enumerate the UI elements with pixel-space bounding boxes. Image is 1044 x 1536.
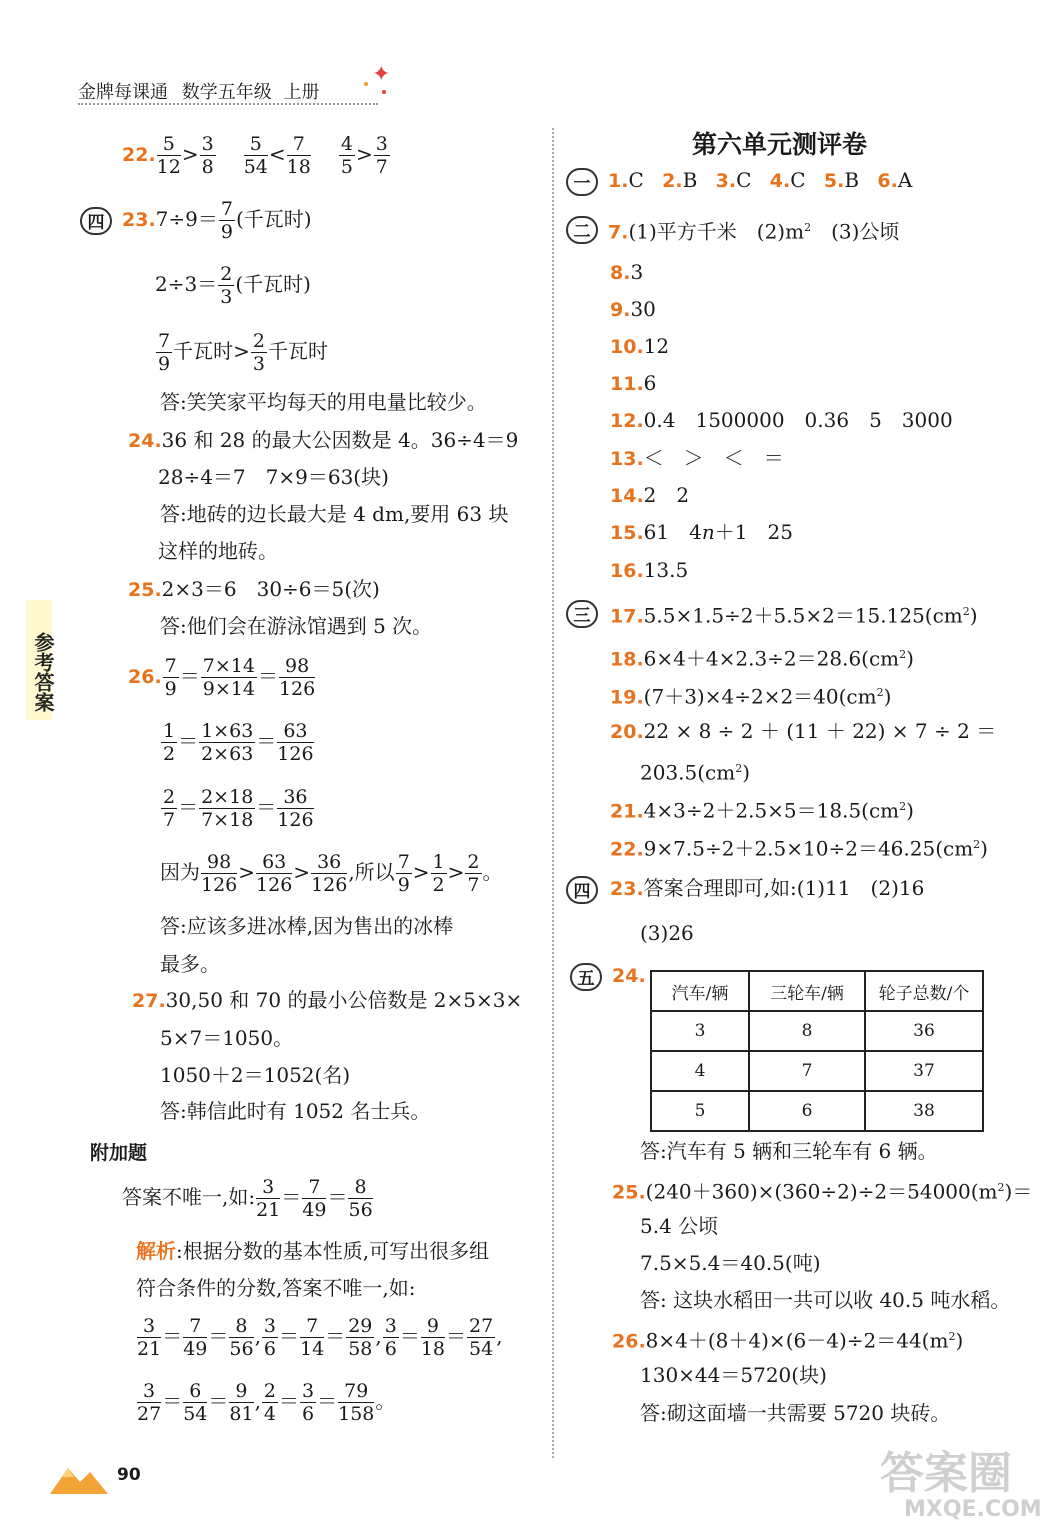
fraction: $\frac{7}{9}$ (220, 198, 233, 243)
wheel-table (650, 970, 984, 1132)
q24-number: 24. (612, 965, 646, 987)
section-1-badge: 一 (566, 168, 598, 196)
q26-answer1: 答:应该多进冰棒,因为售出的冰棒 (160, 914, 454, 938)
running-header (78, 78, 319, 104)
watermark-line2: MXQE.COM (904, 1497, 1042, 1522)
choice-answers: 1.C 2.B 3.C 4.C 5.B 6.A (608, 168, 913, 192)
section-4-badge: 四 (80, 207, 112, 235)
table-cell: 38 (865, 1091, 983, 1131)
table-cell: 4 (651, 1051, 749, 1091)
table-cell: 8 (749, 1011, 865, 1051)
q24-line3: 答:地砖的边长最大是 4 dm,要用 63 块 (160, 502, 509, 526)
q26-line2: 130×44＝5720(块) (640, 1363, 827, 1387)
q26-row3: $\frac{2}{7}$ ＝ $\frac{2\times 18}{7\times 18}$ ＝ $\frac{36}{126}$ (163, 786, 314, 831)
q22-number: 22. (122, 144, 156, 166)
q14: 14.2 2 (610, 483, 690, 507)
q24-line4: 这样的地砖。 (158, 539, 278, 563)
q25-line1: 25.2×3＝6 30÷6＝5(次) (128, 577, 380, 601)
table-cell: 6 (749, 1091, 865, 1131)
q26-answer2: 最多。 (160, 952, 220, 976)
q18: $18.6\times 4+4\times 2.3\div 2=28.6(cm^2)$ (610, 646, 914, 671)
extra-examples-2: $\frac{3}{27}$ ＝ $\frac{6}{54}$ ＝ $\frac{9}{81}$ , $\frac{2}{4}$ ＝ $\frac{3}{6}$ ＝ $\frac{79}{158}$ 。 (137, 1380, 396, 1425)
fraction: $\frac{5}{54}$ (243, 133, 268, 178)
q23-answer: 答:笑笑家平均每天的用电量比较少。 (160, 390, 487, 414)
q26-compare: 因为 $\frac{98}{126}$ > $\frac{63}{126}$ > $\frac{36}{126}$ ,所以 $\frac{7}{9}$ > $\frac{1}{2}$ > $\frac{2}{7}$ 。 (160, 851, 503, 896)
q24-line1: 24.36 和 28 的最大公因数是 4。36÷4＝9 (128, 428, 519, 452)
watermark-line1: 答案圈 (880, 1448, 1012, 1499)
extra-answer: 答案不唯一,如: $\frac{3}{21}$ ＝ $\frac{7}{49}$ ＝ $\frac{8}{56}$ (122, 1176, 373, 1221)
q7-line: 7.(1)平方千米 $(2)m^2$ (3)公顷 (608, 219, 900, 244)
table-header: 三轮车/辆 (749, 971, 865, 1011)
header-rule (78, 103, 378, 105)
q9: 9.30 (610, 297, 656, 321)
q24-line2: 28÷4＝7 7×9＝63(块) (158, 465, 389, 489)
table-header-row (651, 971, 983, 1011)
fraction: $\frac{3}{7}$ (375, 133, 388, 178)
q25-line2: 5.4 公顷 (640, 1214, 719, 1238)
q26-row2: $\frac{1}{2}$ ＝ $\frac{1\times 63}{2\times 63}$ ＝ $\frac{63}{126}$ (163, 720, 314, 765)
book-name: 金牌每课通 (78, 82, 168, 103)
section-2-badge: 二 (566, 216, 598, 244)
extra-examples-1: $\frac{3}{21}$ ＝ $\frac{7}{49}$ ＝ $\frac{8}{56}$ , $\frac{3}{6}$ ＝ $\frac{7}{14}$ ＝ $\frac{29}{58}$ , $\frac{3}{6}$ ＝ $\frac{9}{18}$ ＝ $\frac{27}{54}$ , (137, 1315, 503, 1360)
table-cell: 37 (865, 1051, 983, 1091)
table-cell: 3 (651, 1011, 749, 1051)
fraction: $\frac{2}{3}$ (252, 330, 265, 375)
q21: $21.4\times 3\div 2+2.5\times 5=18.5(cm^2)$ (610, 798, 914, 823)
q25-line1: $25.(240+360)\times(360\div 2)\div 2=54000(m^2)=$ (612, 1179, 1033, 1204)
decor-dot (382, 90, 386, 94)
q11: 11.6 (610, 371, 657, 395)
decor-dot (364, 82, 368, 86)
extra-title: 附加题 (90, 1142, 148, 1164)
q23-line2: 2÷3＝ $\frac{2}{3}$ (千瓦时) (155, 263, 311, 308)
fraction: $\frac{2}{3}$ (220, 263, 233, 308)
q19: $19.(7+3)\times 4\div 2\times 2=40(cm^2)$ (610, 684, 892, 709)
table-cell: 5 (651, 1091, 749, 1131)
extra-analysis: 解析:根据分数的基本性质,可写出很多组 (136, 1239, 490, 1263)
unit-test-title: 第六单元测评卷 (692, 130, 868, 159)
section-4-badge-right: 四 (566, 876, 598, 904)
q13: 13.＜ ＞ ＜ ＝ (610, 446, 784, 470)
q23-line3: $\frac{7}{9}$ 千瓦时> $\frac{2}{3}$ 千瓦时 (158, 330, 328, 375)
column-divider (552, 128, 554, 1458)
section-3-badge: 三 (566, 600, 598, 628)
fraction: $\frac{7}{18}$ (286, 133, 311, 178)
q26-row1: 26. $\frac{7}{9}$ ＝ $\frac{7\times 14}{9\times 14}$ ＝ $\frac{98}{126}$ (128, 655, 316, 700)
table-row (651, 1051, 983, 1091)
q20-line2: $203.5(cm^2)$ (640, 760, 751, 785)
q12: 12.0.4 1500000 0.36 5 3000 (610, 408, 953, 432)
q16: 16.13.5 (610, 558, 689, 582)
q20-line1: 20.22 × 8 ÷ 2 ＋ (11 ＋ 22) × 7 ÷ 2 ＝ (610, 719, 997, 743)
table-row (651, 1011, 983, 1051)
fraction: $\frac{3}{8}$ (201, 133, 214, 178)
sparkle-icon: ✦ (372, 62, 391, 87)
q27-line1: 27.30,50 和 70 的最小公倍数是 2×5×3× (132, 988, 523, 1012)
q25-answer: 答:他们会在游泳馆遇到 5 次。 (160, 614, 433, 638)
q15: 15.61 4n＋1 25 (610, 520, 793, 544)
table-header: 汽车/辆 (651, 971, 749, 1011)
q17: $17.5.5\times 1.5\div 2+5.5\times 2=15.125(cm^2)$ (610, 603, 978, 628)
extra-analysis-l2: 符合条件的分数,答案不唯一,如: (136, 1276, 416, 1300)
q23-right-line2: (3)26 (640, 921, 694, 945)
q26-answer: 答:砌这面墙一共需要 5720 块砖。 (640, 1401, 951, 1425)
q22-right: $22.9\times 7.5\div 2+2.5\times 10\div 2=46.25(cm^2)$ (610, 836, 988, 861)
table-cell: 7 (749, 1051, 865, 1091)
q22-line: 22. $\frac{5}{12}$ > $\frac{3}{8}$ $\frac{5}{54}$ < $\frac{7}{18}$ $\frac{4}{5}$ > $\frac{3}{7}$ (122, 133, 388, 178)
mountain-icon (50, 1460, 110, 1496)
page-number: 90 (117, 1465, 141, 1485)
fraction: $\frac{4}{5}$ (340, 133, 353, 178)
q27-line3: 1050＋2＝1052(名) (160, 1063, 351, 1087)
q27-line2: 5×7＝1050。 (160, 1026, 294, 1050)
fraction: $\frac{7}{9}$ (158, 330, 171, 375)
q10: 10.12 (610, 334, 670, 358)
q8: 8.3 (610, 260, 644, 284)
volume: 上册 (283, 82, 320, 103)
fraction: $\frac{5}{12}$ (156, 133, 181, 178)
q23-line1: 23.7÷9＝ $\frac{7}{9}$ (千瓦时) (122, 198, 312, 243)
q25-line3: 7.5×5.4＝40.5(吨) (640, 1251, 821, 1275)
q27-answer: 答:韩信此时有 1052 名士兵。 (160, 1099, 431, 1123)
side-tab-label: 参考答案 (31, 632, 55, 712)
subject: 数学五年级 (181, 82, 272, 103)
q23-right-line1: 23.答案合理即可,如:(1)11 (2)16 (610, 876, 925, 900)
watermark (880, 1450, 1042, 1522)
q24-answer: 答:汽车有 5 辆和三轮车有 6 辆。 (640, 1139, 938, 1163)
table-header: 轮子总数/个 (865, 971, 983, 1011)
section-5-badge: 五 (570, 963, 602, 991)
table-row (651, 1091, 983, 1131)
q25-answer: 答: 这块水稻田一共可以收 40.5 吨水稻。 (640, 1288, 1011, 1312)
q26-line1: $26.8\times 4+(8+4)\times(6-4)\div 2=44(m^2)$ (612, 1328, 964, 1353)
table-cell: 36 (865, 1011, 983, 1051)
